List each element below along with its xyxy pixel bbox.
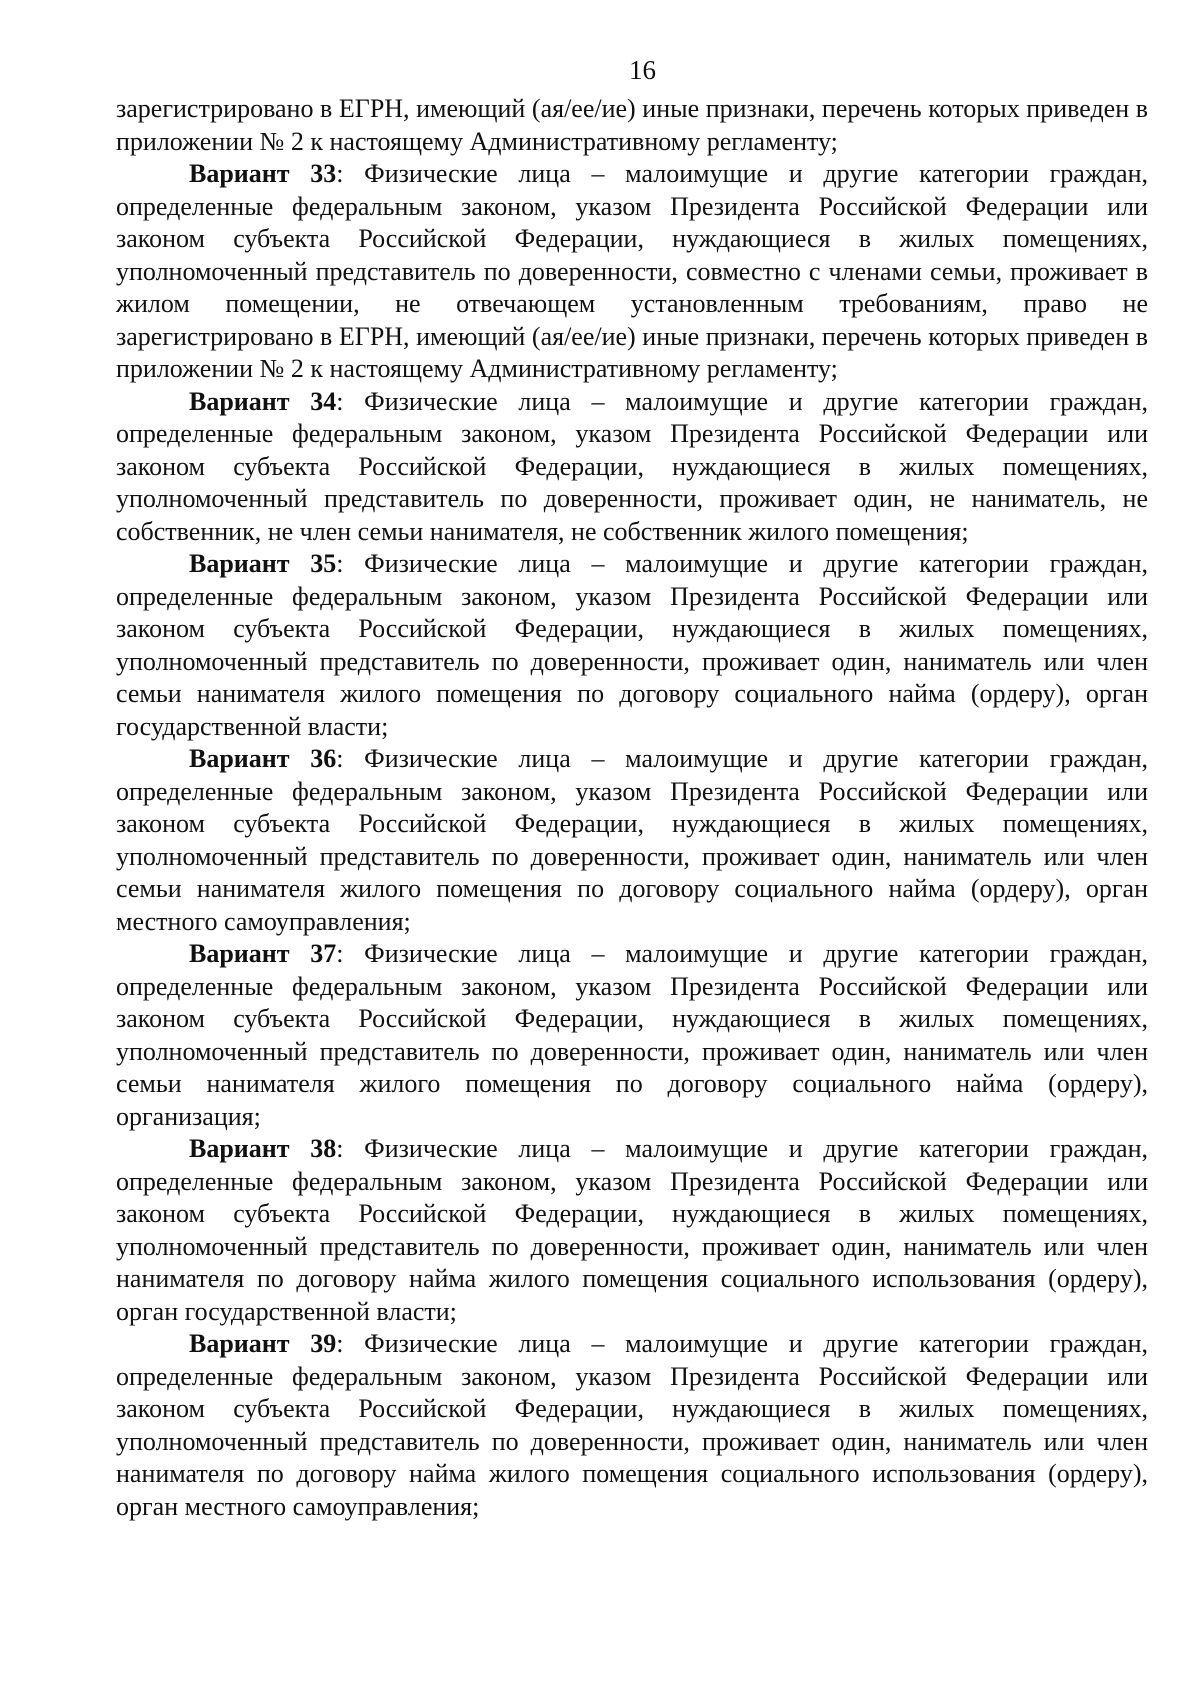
variant-text: : Физические лица – малоимущие и другие категории граждан, определенные федеральным законом, указом Президента Российской Федерации или законом субъекта Российской Федерации, нуждающиеся в жилых помещениях, уполномоченный представитель по доверенности, проживает один, наниматель или член семьи нанимателя жилого помещения по договору социального найма (ордеру), организация; <box>116 939 1148 1131</box>
variant-paragraph <box>116 938 1148 1133</box>
variant-paragraph <box>116 386 1148 549</box>
variant-label: Вариант 33 <box>189 159 337 188</box>
variant-label: Вариант 39 <box>189 1329 337 1358</box>
variant-text: : Физические лица – малоимущие и другие категории граждан, определенные федеральным законом, указом Президента Российской Федерации или законом субъекта Российской Федерации, нуждающиеся в жилых помещениях, уполномоченный представитель по доверенности, проживает один, наниматель или член семьи нанимателя жилого помещения по договору социального найма (ордеру), орган государственной власти; <box>116 549 1148 741</box>
variant-label: Вариант 36 <box>189 744 337 773</box>
variant-text: : Физические лица – малоимущие и другие категории граждан, определенные федеральным законом, указом Президента Российской Федерации или законом субъекта Российской Федерации, нуждающиеся в жилых помещениях, уполномоченный представитель по доверенности, проживает один, наниматель или член семьи нанимателя жилого помещения по договору социального найма (ордеру), орган местного самоуправления; <box>116 744 1148 936</box>
variant-text: : Физические лица – малоимущие и другие категории граждан, определенные федеральным законом, указом Президента Российской Федерации или законом субъекта Российской Федерации, нуждающиеся в жилых помещениях, уполномоченный представитель по доверенности, совместно с членами семьи, проживает в жилом помещении, не отвечающем установленным требованиям, право не зарегистрировано в ЕГРН, имеющий (ая/ее/ие) иные признаки, перечень которых приведен в приложении № 2 к настоящему Административному регламенту; <box>116 159 1148 383</box>
variant-paragraph <box>116 1133 1148 1328</box>
variant-text: : Физические лица – малоимущие и другие категории граждан, определенные федеральным законом, указом Президента Российской Федерации или законом субъекта Российской Федерации, нуждающиеся в жилых помещениях, уполномоченный представитель по доверенности, проживает один, не наниматель, не собственник, не член семьи нанимателя, не собственник жилого помещения; <box>116 386 1148 546</box>
variant-label: Вариант 35 <box>189 549 337 578</box>
document-body <box>116 93 1148 1523</box>
variant-paragraph <box>116 548 1148 743</box>
variant-paragraph <box>116 158 1148 386</box>
variant-label: Вариант 34 <box>189 386 337 416</box>
variant-label: Вариант 38 <box>189 1134 337 1163</box>
variant-label: Вариант 37 <box>189 939 337 968</box>
intro-paragraph: зарегистрировано в ЕГРН, имеющий (ая/ее/ие) иные признаки, перечень которых приведен в приложении № 2 к настоящему Административному регламенту; <box>116 94 1148 156</box>
variant-text: : Физические лица – малоимущие и другие категории граждан, определенные федеральным законом, указом Президента Российской Федерации или законом субъекта Российской Федерации, нуждающиеся в жилых помещениях, уполномоченный представитель по доверенности, проживает один, наниматель или член нанимателя по договору найма жилого помещения социального использования (ордеру), орган государственной власти; <box>116 1134 1148 1326</box>
page-number: 16 <box>629 55 656 85</box>
variant-paragraph <box>116 1328 1148 1523</box>
variant-paragraph <box>116 743 1148 938</box>
variant-text: : Физические лица – малоимущие и другие категории граждан, определенные федеральным законом, указом Президента Российской Федерации или законом субъекта Российской Федерации, нуждающиеся в жилых помещениях, уполномоченный представитель по доверенности, проживает один, наниматель или член нанимателя по договору найма жилого помещения социального использования (ордеру), орган местного самоуправления; <box>116 1329 1148 1521</box>
